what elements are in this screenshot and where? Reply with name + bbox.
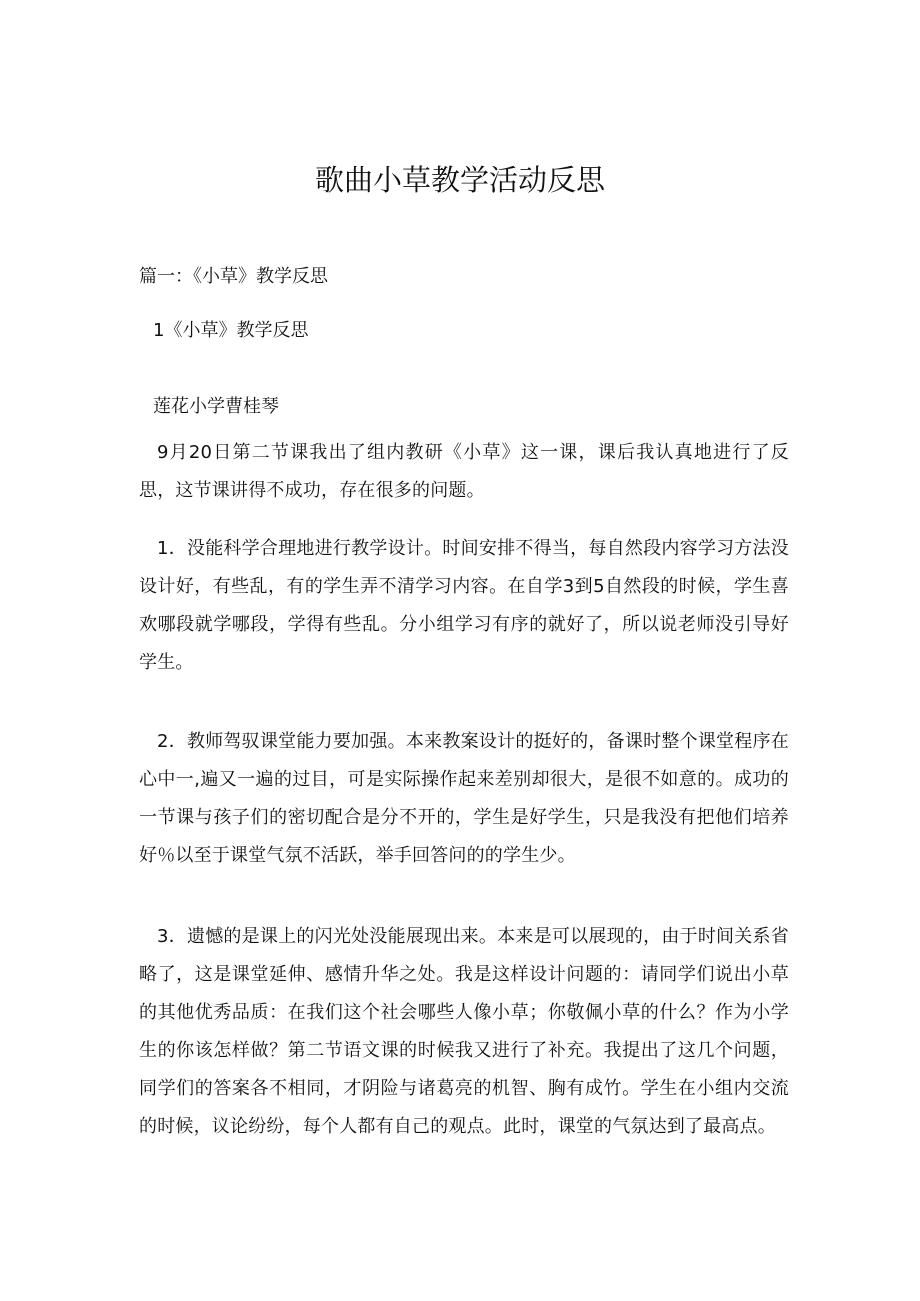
section-heading: 篇一：《小草》教学反思 — [139, 266, 328, 287]
paragraph-2: 1．没能科学合理地进行教学设计。时间安排不得当，每自然段内容学习方法没设计好，有些乱，有的学生弄不清学习内容。在自学3到5自然段的时候，学生喜欢哪段就学哪段，学得有些乱。分小组学习有序的就好了，所以说老师没引导好学生。 — [139, 538, 789, 673]
author-line: 莲花小学曹桂琴 — [153, 396, 279, 417]
paragraph-3: 2．教师驾驭课堂能力要加强。本来教案设计的挺好的，备课时整个课堂程序在心中一,遍又一遍的过目，可是实际操作起来差别却很大，是很不如意的。成功的一节课与孩子们的密切配合是分不开的，学生是好学生，只是我没有把他们培养好％以至于课堂气氛不活跃，举手回答问的的学生少。 — [139, 731, 789, 866]
paragraph-4: 3．遗憾的是课上的闪光处没能展现出来。本来是可以展现的，由于时间关系省略了，这是课堂延伸、感情升华之处。我是这样设计问题的：请同学们说出小草的其他优秀品质：在我们这个社会哪些人像小草；你敬佩小草的什么？作为小学生的你该怎样做？第二节语文课的时候我又进行了补充。我提出了这几个问题，同学们的答案各不相同，才阴险与诸葛亮的机智、胸有成竹。学生在小组内交流的时候，议论纷纷，每个人都有自己的观点。此时，课堂的气氛达到了最高点。 — [139, 926, 789, 1137]
paragraph-1: 9月20日第二节课我出了组内教研《小草》这一课，课后我认真地进行了反思，这节课讲得不成功，存在很多的问题。 — [139, 442, 789, 501]
subheading: 1《小草》教学反思 — [153, 320, 309, 341]
document-title: 歌曲小草教学活动反思 — [314, 163, 605, 197]
